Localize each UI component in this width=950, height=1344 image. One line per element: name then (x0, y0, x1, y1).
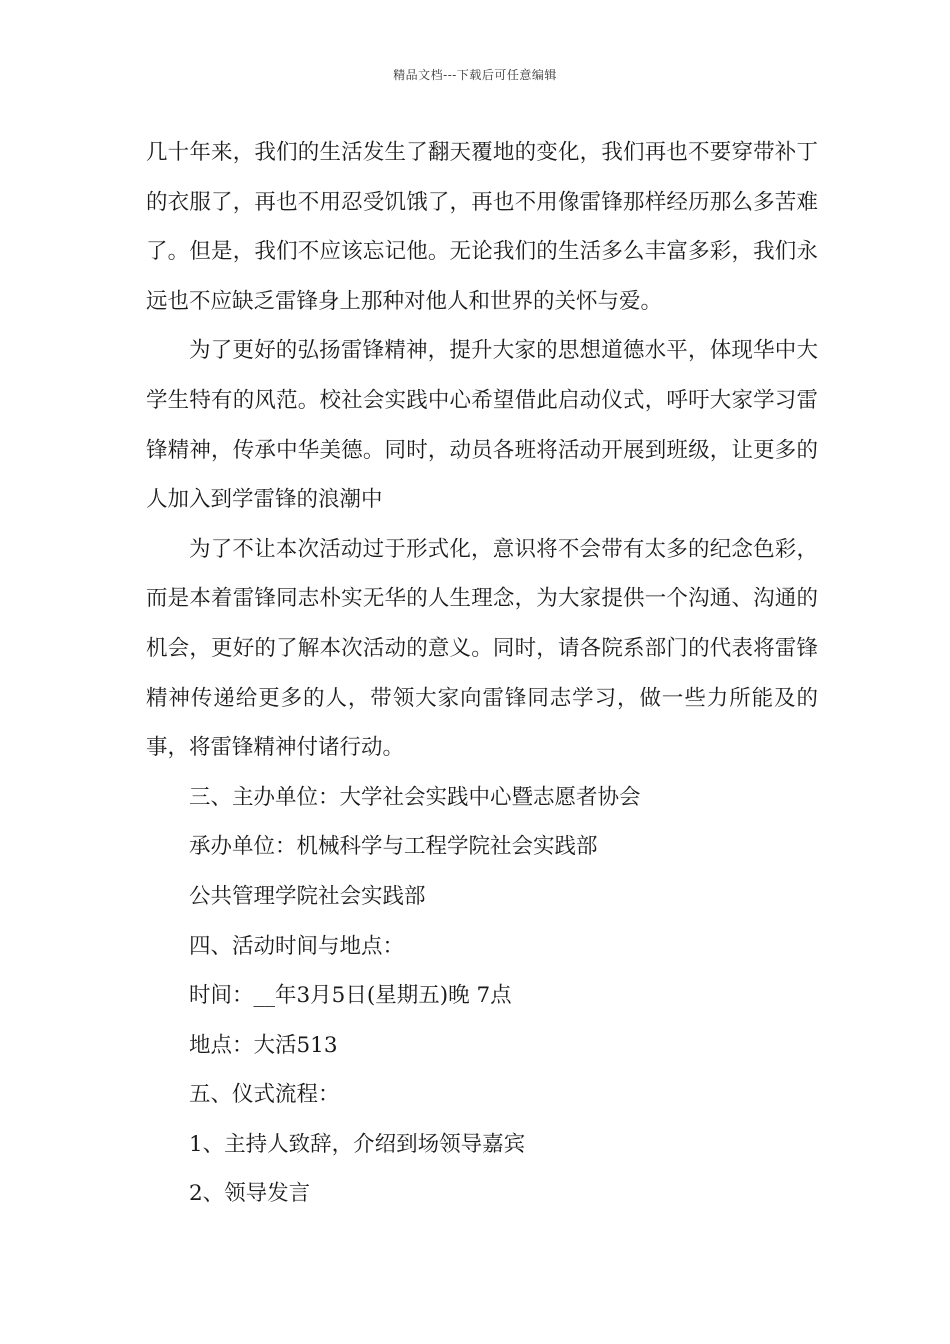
document-body (146, 128, 818, 1219)
co-organizer-2: 公共管理学院社会实践部 (189, 883, 426, 909)
flow-step-1: 1、主持人致辞，介绍到场领导嘉宾 (189, 1131, 526, 1157)
section-ceremony-flow: 五、仪式流程： (189, 1082, 340, 1108)
paragraph-1: 几十年来，我们的生活发生了翻天覆地的变化，我们再也不要穿带补丁的衣服了，再也不用忍受饥饿了，再也不用像雷锋那样经历那么多苦难了。但是，我们不应该忘记他。无论我们的生活多么丰富多彩，我们永远也不应缺乏雷锋身上那种对他人和世界的关怀与爱。 (146, 140, 818, 314)
section-organizer: 三、主办单位：大学社会实践中心暨志愿者协会 (189, 784, 641, 810)
paragraph-2: 为了更好的弘扬雷锋精神，提升大家的思想道德水平，体现华中大学生特有的风范。校社会实践中心希望借此启动仪式，呼吁大家学习雷锋精神，传承中华美德。同时，动员各班将活动开展到班级，让更多的人加入到学雷锋的浪潮中 (146, 338, 818, 513)
flow-step-2: 2、领导发言 (189, 1181, 311, 1207)
event-time: 时间：__年3月5日(星期五)晚 7点 (189, 983, 512, 1009)
paragraph-3: 为了不让本次活动过于形式化，意识将不会带有太多的纪念色彩，而是本着雷锋同志朴实无华的人生理念，为大家提供一个沟通、沟通的机会，更好的了解本次活动的意义。同时，请各院系部门的代表将雷锋精神传递给更多的人，带领大家向雷锋同志学习，做一些力所能及的事，将雷锋精神付诸行动。 (146, 536, 818, 761)
event-location: 地点：大活513 (189, 1032, 338, 1058)
section-time-place: 四、活动时间与地点： (189, 933, 405, 959)
co-organizer-1: 承办单位：机械科学与工程学院社会实践部 (189, 834, 598, 860)
page-header: 精品文档---下载后可任意编辑 (393, 68, 557, 82)
